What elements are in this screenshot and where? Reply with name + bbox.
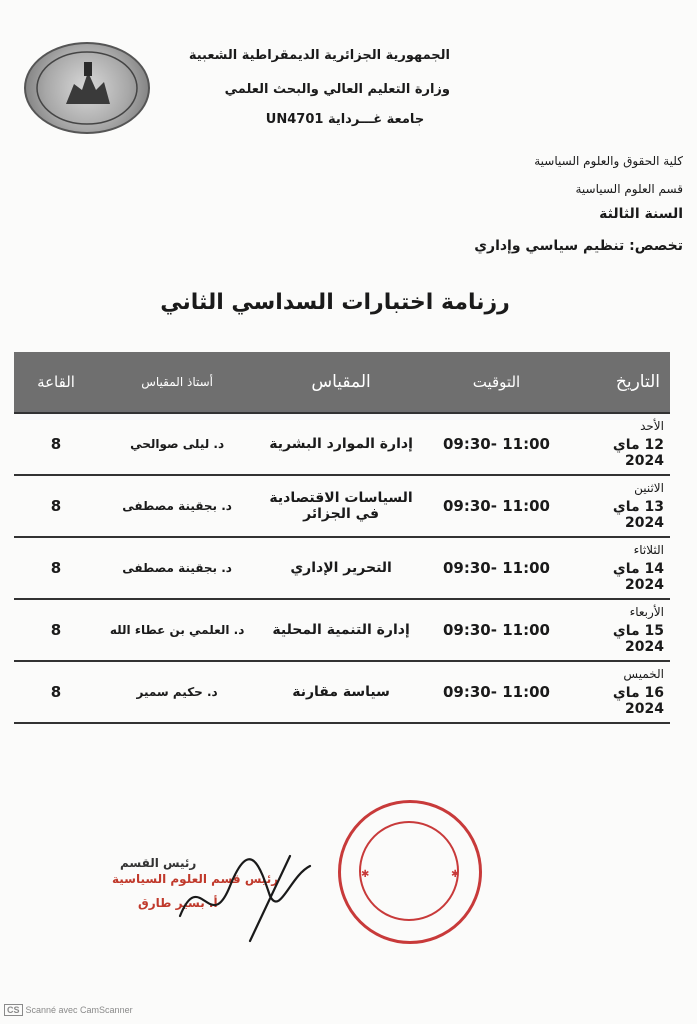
signature-title: رئيس القسم: [120, 856, 197, 870]
module-cell: إدارة الموارد البشرية: [256, 413, 426, 475]
date-cell: [567, 475, 670, 537]
professor-cell: د. العلمي بن عطاء الله: [98, 599, 256, 661]
date-cell: [567, 413, 670, 475]
day-name: الاثنين: [634, 481, 664, 495]
page-title: رزنامة اختبارات السداسي الثاني: [160, 290, 510, 315]
handwritten-signature: [170, 846, 330, 946]
time-cell: 09:30- 11:00: [426, 599, 567, 661]
room-cell: 8: [14, 413, 98, 475]
logo-emblem-icon: [26, 44, 148, 132]
table-row: [14, 475, 670, 537]
scanner-footer: [4, 1004, 133, 1016]
header-time: التوقيت: [426, 352, 567, 413]
header-university: جامعة غـــرداية UN4701: [265, 112, 425, 127]
header-room: القاعة: [14, 352, 98, 413]
module-cell: التحرير الإداري: [256, 537, 426, 599]
time-cell: 09:30- 11:00: [426, 537, 567, 599]
day-date: 13 ماي 2024: [612, 499, 664, 531]
signature-role: رئيس قسم العلوم السياسية: [112, 872, 279, 886]
professor-cell: د. بجقينة مصطفى: [98, 475, 256, 537]
header-professor: أستاذ المقياس: [98, 352, 256, 413]
time-cell: 09:30- 11:00: [426, 661, 567, 723]
module-cell: إدارة التنمية المحلية: [256, 599, 426, 661]
day-name: الأربعاء: [629, 605, 664, 619]
signature-name: أ. بسير طارق: [138, 896, 218, 910]
header-ministry: وزارة التعليم العالي والبحث العلمي: [224, 82, 450, 97]
day-name: الثلاثاء: [633, 543, 664, 557]
date-cell: [567, 599, 670, 661]
professor-cell: د. بجقينة مصطفى: [98, 537, 256, 599]
university-logo: [24, 42, 150, 134]
day-date: 12 ماي 2024: [612, 437, 664, 469]
table-row: [14, 661, 670, 723]
table-row: [14, 413, 670, 475]
table-row: [14, 537, 670, 599]
table-row: [14, 599, 670, 661]
professor-cell: د. ليلى صوالحي: [98, 413, 256, 475]
official-stamp: [338, 800, 482, 944]
day-date: 16 ماي 2024: [612, 685, 664, 717]
stamp-star-icon: [341, 803, 479, 941]
header-date: التاريخ: [567, 352, 670, 413]
day-date: 14 ماي 2024: [612, 561, 664, 593]
time-cell: 09:30- 11:00: [426, 475, 567, 537]
header-module: المقياس: [256, 352, 426, 413]
time-cell: 09:30- 11:00: [426, 413, 567, 475]
table-header-row: [14, 352, 670, 413]
exam-schedule-table: [14, 352, 670, 724]
room-cell: 8: [14, 537, 98, 599]
department-label: قسم العلوم السياسية: [575, 182, 683, 196]
module-cell: السياسات الاقتصادية في الجزائر: [256, 475, 426, 537]
svg-text:✱: ✱: [451, 869, 460, 880]
professor-cell: د. حكيم سمير: [98, 661, 256, 723]
specialty-label: تخصص: تنظيم سياسي وإداري: [474, 238, 683, 254]
day-name: الأحد: [640, 419, 664, 433]
room-cell: 8: [14, 475, 98, 537]
camscanner-text: Scanné avec CamScanner: [25, 1005, 133, 1015]
header-republic: الجمهورية الجزائرية الديمقراطية الشعبية: [188, 48, 450, 63]
faculty-label: كلية الحقوق والعلوم السياسية: [534, 154, 683, 168]
room-cell: 8: [14, 661, 98, 723]
room-cell: 8: [14, 599, 98, 661]
svg-text:✱: ✱: [361, 869, 370, 880]
year-label: السنة الثالثة: [599, 206, 683, 222]
day-name: الخميس: [623, 667, 664, 681]
module-cell: سياسة مقارنة: [256, 661, 426, 723]
date-cell: [567, 537, 670, 599]
camscanner-badge: CS: [4, 1004, 23, 1016]
date-cell: [567, 661, 670, 723]
day-date: 15 ماي 2024: [612, 623, 664, 655]
